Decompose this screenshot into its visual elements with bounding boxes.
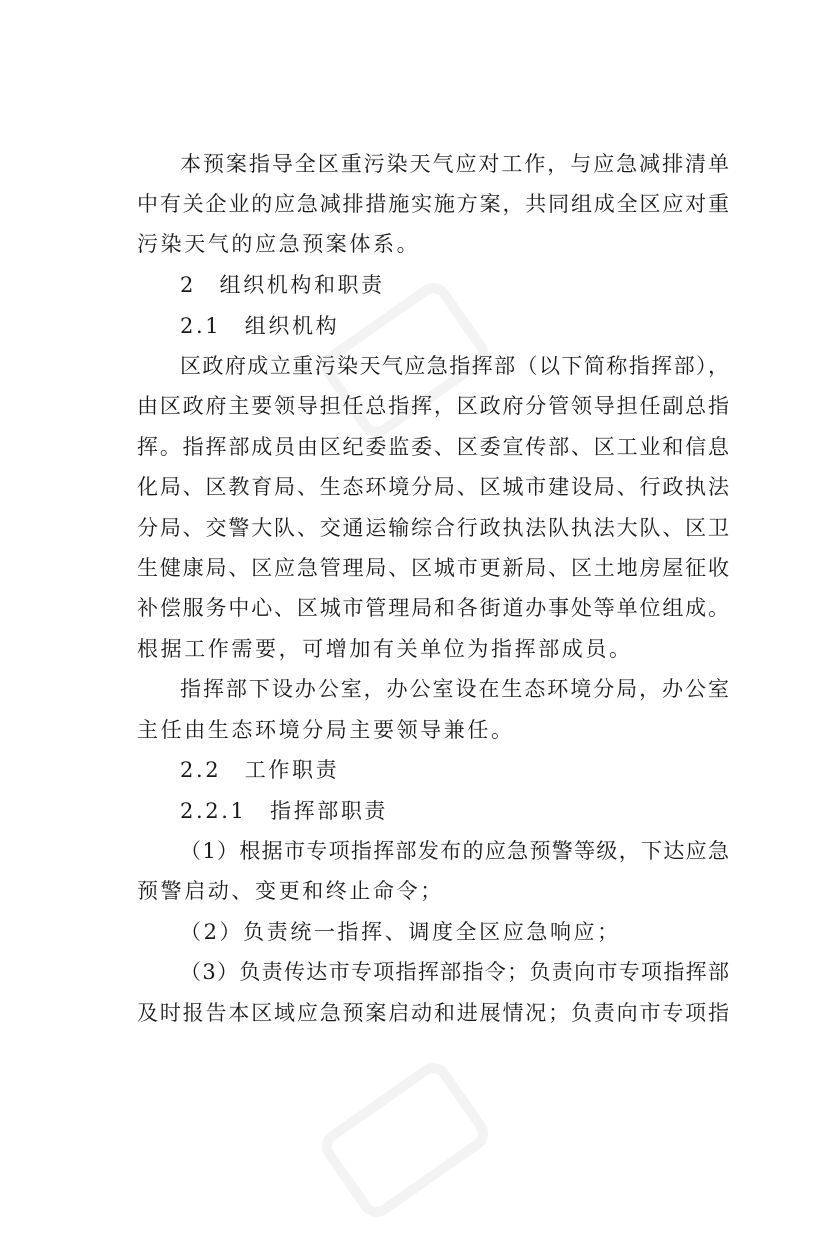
paragraph-line: 化局、区教育局、生态环境分局、区城市建设局、行政执法 xyxy=(137,475,729,499)
paragraph-line: 挥。指挥部成员由区纪委监委、区委宣传部、区工业和信息 xyxy=(137,435,729,459)
watermark-logo xyxy=(285,1031,526,1249)
subsection-heading: 2.1 组织机构 xyxy=(180,314,340,338)
paragraph-line: 由区政府主要领导担任总指挥，区政府分管领导担任副总指 xyxy=(137,394,729,418)
paragraph-line: 分局、交警大队、交通运输综合行政执法队执法大队、区卫 xyxy=(137,516,729,540)
paragraph-line: 指挥部下设办公室，办公室设在生态环境分局，办公室 xyxy=(180,677,729,701)
paragraph-line: 本预案指导全区重污染天气应对工作，与应急减排清单 xyxy=(180,152,729,176)
section-heading: 2 组织机构和职责 xyxy=(180,273,385,297)
list-item-line: 预警启动、变更和终止命令； xyxy=(137,879,444,903)
paragraph-line: 区政府成立重污染天气应急指挥部（以下简称指挥部）， xyxy=(180,354,729,378)
subsection-heading: 2.2.1 指挥部职责 xyxy=(180,799,389,823)
paragraph-line: 补偿服务中心、区城市管理局和各街道办事处等单位组成。 xyxy=(137,596,729,620)
list-item-line: （1）根据市专项指挥部发布的应急预警等级，下达应急 xyxy=(180,839,729,863)
list-item-line: 及时报告本区域应急预案启动和进展情况；负责向市专项指 xyxy=(137,1001,729,1025)
list-item-line: （3）负责传达市专项指挥部指令；负责向市专项指挥部 xyxy=(180,960,729,984)
subsection-heading: 2.2 工作职责 xyxy=(180,758,340,782)
paragraph-line: 主任由生态环境分局主要领导兼任。 xyxy=(137,718,515,742)
paragraph-line: 根据工作需要，可增加有关单位为指挥部成员。 xyxy=(137,637,633,661)
paragraph-line: 污染天气的应急预案体系。 xyxy=(137,232,421,256)
list-item-line: （2）负责统一指挥、调度全区应急响应； xyxy=(180,920,621,944)
paragraph-line: 中有关企业的应急减排措施实施方案，共同组成全区应对重 xyxy=(137,192,729,216)
paragraph-line: 生健康局、区应急管理局、区城市更新局、区土地房屋征收 xyxy=(137,556,729,580)
